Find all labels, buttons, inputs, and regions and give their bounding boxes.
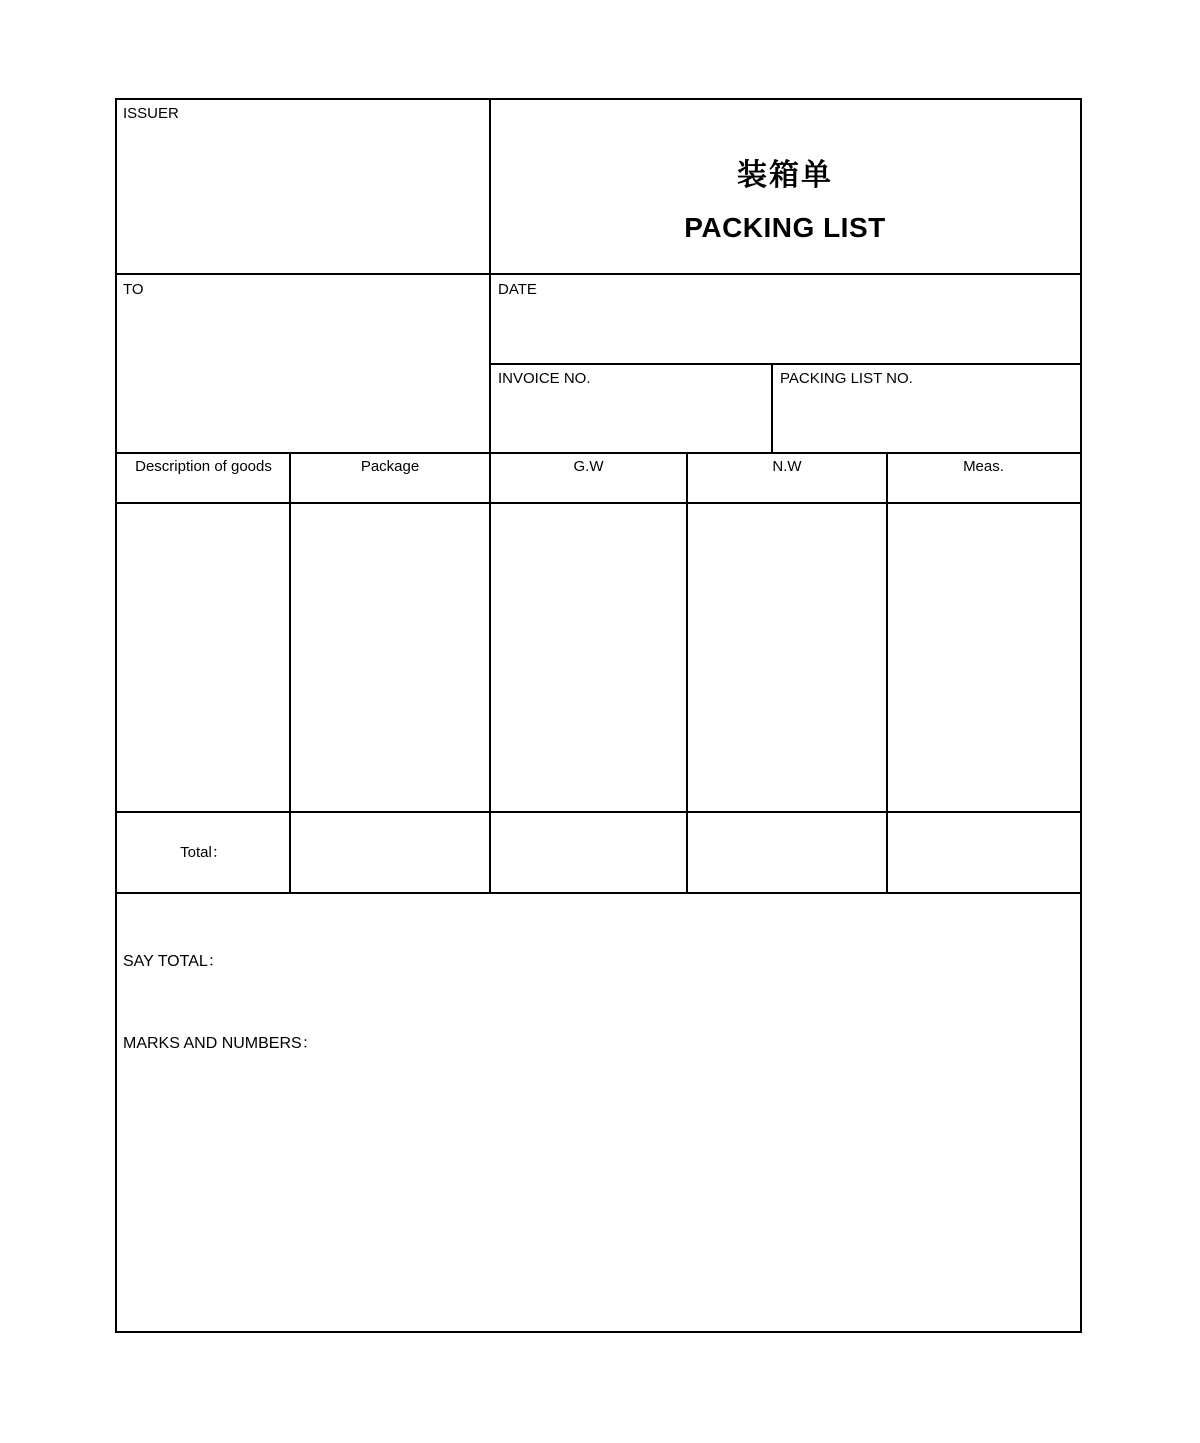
row-divider-header-top bbox=[117, 452, 1080, 454]
packing-list-no-label: PACKING LIST NO. bbox=[780, 370, 913, 387]
row-divider-total-footer bbox=[117, 892, 1080, 894]
meas-body-cell[interactable] bbox=[888, 504, 1080, 811]
invoice-no-field-area[interactable] bbox=[490, 392, 770, 451]
column-header-package: Package bbox=[360, 458, 420, 475]
date-field-area[interactable] bbox=[547, 278, 1077, 362]
column-header-nw: N.W bbox=[772, 458, 802, 475]
invoice-no-label: INVOICE NO. bbox=[498, 370, 591, 387]
column-divider-invoice-packinglist bbox=[771, 363, 773, 454]
to-field-area[interactable] bbox=[117, 302, 489, 452]
row-divider-issuer-to bbox=[117, 273, 1080, 275]
column-header-gw: G.W bbox=[573, 458, 604, 475]
packing-list-no-field-area[interactable] bbox=[774, 392, 1079, 451]
say-total-label: SAY TOTAL： bbox=[123, 953, 224, 970]
marks-and-numbers-field-area[interactable] bbox=[123, 1065, 1073, 1325]
say-total-field-area[interactable] bbox=[227, 948, 1072, 982]
issuer-field-area[interactable] bbox=[117, 126, 489, 272]
date-label: DATE bbox=[498, 281, 537, 298]
total-nw-cell[interactable] bbox=[688, 813, 886, 892]
to-label: TO bbox=[123, 281, 144, 298]
row-divider-date-invoice bbox=[489, 363, 1080, 365]
description-body-cell[interactable] bbox=[117, 504, 289, 811]
column-header-description: Description of goods bbox=[135, 458, 272, 475]
document-title-english: PACKING LIST bbox=[684, 212, 886, 243]
issuer-label: ISSUER bbox=[123, 105, 179, 122]
package-body-cell[interactable] bbox=[291, 504, 489, 811]
packing-list-form-table bbox=[115, 98, 1082, 1333]
column-header-meas: Meas. bbox=[963, 458, 1004, 475]
document-title-chinese: 装箱单 bbox=[737, 158, 833, 193]
total-meas-cell[interactable] bbox=[888, 813, 1080, 892]
total-package-cell[interactable] bbox=[291, 813, 489, 892]
nw-body-cell[interactable] bbox=[688, 504, 886, 811]
total-label: Total： bbox=[180, 844, 227, 861]
marks-and-numbers-label: MARKS AND NUMBERS： bbox=[123, 1035, 318, 1052]
gw-body-cell[interactable] bbox=[491, 504, 686, 811]
total-gw-cell[interactable] bbox=[491, 813, 686, 892]
